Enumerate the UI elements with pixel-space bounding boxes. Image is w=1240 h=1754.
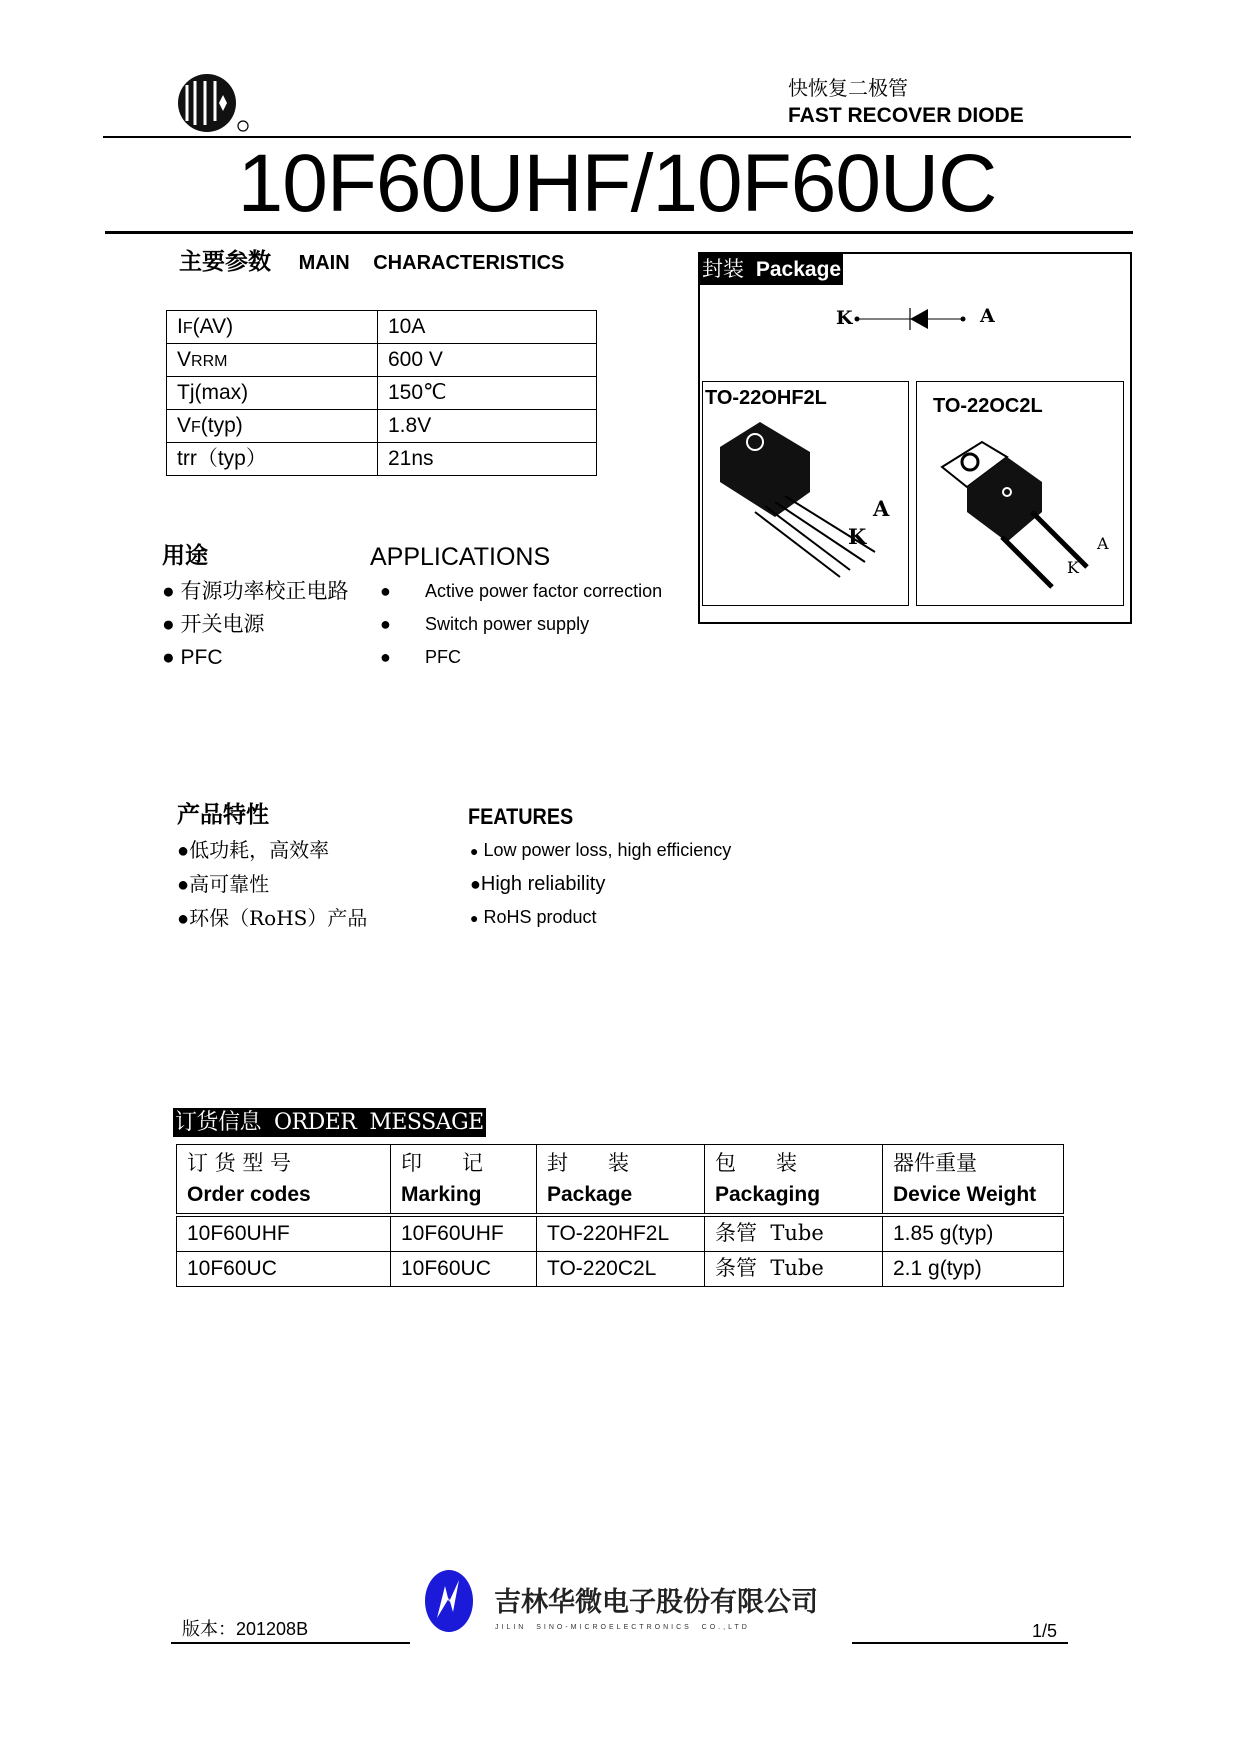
package-right-name: TO-22OC2L [933,395,1043,417]
param-cell: VF(typ) [167,410,378,443]
table-row [167,344,597,377]
header-cn-subtitle: 快恢复二极管 [788,76,908,100]
cell: 条管 Tube [705,1252,883,1287]
table-row [167,410,597,443]
diode-k-label: K [836,307,853,329]
cell: TO-220HF2L [537,1215,705,1252]
package-header: 封装 Package [700,254,843,285]
value-cell: 21ns [378,443,597,476]
main-char-heading [179,248,564,277]
cell: 2.1 g(typ) [883,1252,1064,1287]
list-item: ●环保（RoHS）产品 [177,906,368,930]
table-row [167,443,597,476]
title-divider [105,231,1133,234]
list-item: ● RoHS product [470,907,597,927]
company-logo-icon [423,1568,475,1634]
diode-a-label: A [980,305,995,327]
company-logo [177,73,243,131]
list-item: ● 开关电源 [162,612,265,636]
applications-cn-title: 用途 [162,542,208,569]
list-item: ●低功耗，高效率 [177,838,330,862]
cell: 条管 Tube [705,1215,883,1252]
param-cell: Tj(max) [167,377,378,410]
param-cell: VRRM [167,344,378,377]
cell: 10F60UHF [177,1215,391,1252]
order-title: 订货信息 ORDER MESSAGE [175,1110,484,1135]
header-en-subtitle: FAST RECOVER DIODE [788,104,1024,127]
header-marking: 印 记 Marking [391,1145,537,1216]
list-item: ● Low power loss, high efficiency [470,840,732,860]
applications-cn-list [162,575,349,674]
main-char-cn: 主要参数 [179,248,271,275]
diode-symbol-icon [850,304,970,334]
order-header-row [177,1145,1064,1216]
header-order-codes: 订 货 型 号 Order codes [177,1145,391,1216]
applications-en-title: APPLICATIONS [370,543,551,571]
footer-company-en: JILIN SINO-MICROELECTRONICS CO.,LTD [495,1624,750,1631]
features-cn-title: 产品特性 [177,801,269,828]
list-item: ● PFC [162,646,223,669]
header-packaging: 包 装 Packaging [705,1145,883,1216]
package-panel [698,252,1132,624]
value-cell: 600 V [378,344,597,377]
to220c2l-package-icon [937,427,1117,597]
features-cn-list [177,834,367,936]
cell: 10F60UHF [391,1215,537,1252]
list-item: ● Switch power supply [380,614,590,634]
page-number: 1/5 [1032,1621,1058,1641]
package-left-k: K [848,524,867,549]
param-cell: IF(AV) [167,311,378,344]
features-en-title: FEATURES [468,804,574,829]
package-right-a: A [1097,534,1109,553]
cell: 10F60UC [391,1252,537,1287]
table-row [177,1215,1064,1252]
main-char-en1: MAIN [298,252,350,274]
package-right-k: K [1067,558,1079,577]
applications-en-list [380,575,662,674]
main-char-table [166,310,597,476]
list-item: ● 有源功率校正电路 [162,579,349,603]
cell: 1.85 g(typ) [883,1215,1064,1252]
table-row [167,377,597,410]
list-item: ● Active power factor correction [380,581,663,601]
cell: TO-220C2L [537,1252,705,1287]
features-en-list [470,834,731,935]
value-cell: 10A [378,311,597,344]
package-left [702,381,909,606]
footer-line-right [852,1642,1068,1644]
list-item: ● PFC [380,647,461,667]
value-cell: 1.8V [378,410,597,443]
footer-line-left [171,1642,410,1644]
package-right [916,381,1124,606]
cell: 10F60UC [177,1252,391,1287]
footer-version: 版本：201208B [182,1619,309,1639]
list-item: ●High reliability [470,873,606,895]
list-item: ●高可靠性 [177,872,270,896]
footer-company-cn: 吉林华微电子股份有限公司 [494,1587,818,1617]
package-left-a: A [873,496,890,521]
header-package: 封 装 Package [537,1145,705,1216]
page-title: 10F60UHF/10F60UC [237,138,997,229]
table-row [177,1252,1064,1287]
header-device-weight: 器件重量 Device Weight [883,1145,1064,1216]
order-table [176,1144,1064,1287]
table-row [167,311,597,344]
main-char-en2: CHARACTERISTICS [373,252,565,274]
package-left-name: TO-22OHF2L [705,387,827,409]
value-cell: 150℃ [378,377,597,410]
param-cell: trr（typ） [167,443,378,476]
